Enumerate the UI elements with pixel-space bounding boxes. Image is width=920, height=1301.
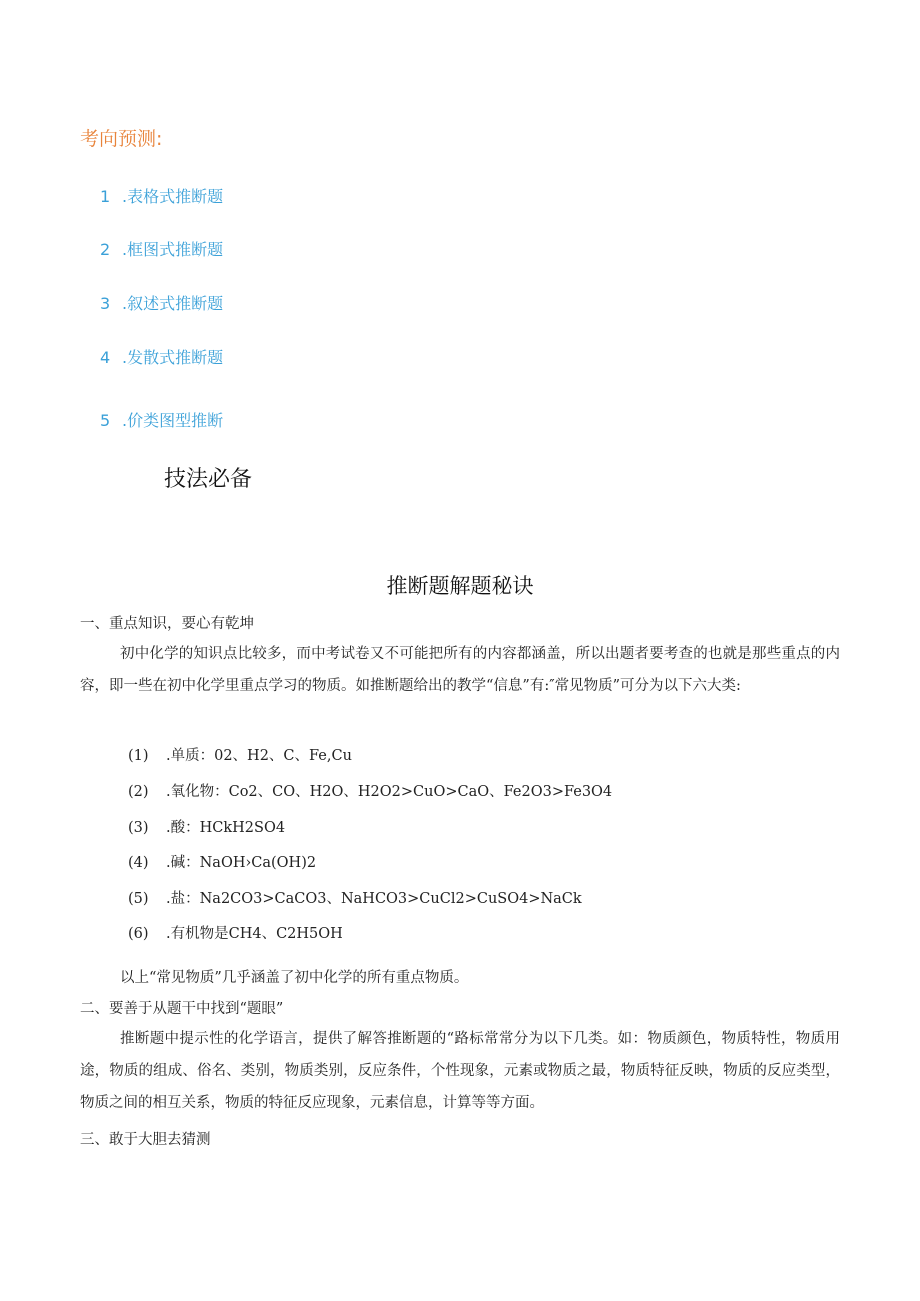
- section-2-paragraph: 推断题中提示性的化学语言，提供了解答推断题的“路标常常分为以下几类。如：物质颜色，物质特性，物质用途，物质的组成、俗名、类别，物质类别，反应条件，个性现象，元素或物质之最，物质特征反映，物质的反应类型，物质之间的相互关系，物质的特征反应现象，元素信息，计算等等方面。: [80, 1031, 840, 1111]
- section-heading-2: 二、要善于从题干中找到“题眼”: [80, 1001, 284, 1017]
- substance-list-item: [128, 744, 352, 765]
- forecast-item-number: 2: [100, 240, 111, 259]
- forecast-title: 考向预测:: [80, 128, 163, 150]
- document-title: 推断题解题秘诀: [386, 574, 534, 598]
- substance-list-item: [128, 780, 612, 801]
- forecast-item: [100, 345, 223, 368]
- list-prefix: .有机物是: [166, 926, 229, 942]
- list-formula: 02、H2、C、Fe,Cu: [214, 748, 352, 764]
- substance-list-item: [128, 887, 582, 908]
- list-formula: CH4、C2H5OH: [228, 926, 343, 942]
- list-formula: HCkH2SO4: [199, 820, 286, 836]
- skills-title: 技法必备: [164, 467, 253, 492]
- list-number: (6): [128, 926, 149, 942]
- forecast-item-number: 4: [100, 348, 111, 367]
- forecast-item-number: 5: [100, 411, 111, 430]
- list-number: (1): [128, 748, 149, 764]
- forecast-item-label: .发散式推断题: [122, 348, 224, 367]
- list-number: (4): [128, 855, 149, 871]
- forecast-item-number: 3: [100, 294, 111, 313]
- forecast-item-label: .价类图型推断: [122, 411, 224, 430]
- forecast-item: [100, 291, 223, 314]
- forecast-item-number: 1: [100, 187, 111, 206]
- list-number: (5): [128, 891, 149, 907]
- list-prefix: .氧化物：: [166, 784, 229, 800]
- list-formula: NaOH›Ca(OH)2: [199, 855, 317, 871]
- list-number: (2): [128, 784, 149, 800]
- section-heading-3: 三、敢于大胆去猜测: [80, 1132, 211, 1148]
- substance-list-item: [128, 922, 343, 943]
- section-heading-1: 一、重点知识，要心有乾坤: [80, 616, 254, 632]
- section-1-paragraph: 初中化学的知识点比较多，而中考试卷又不可能把所有的内容都涵盖，所以出题者要考查的也就是那些重点的内容，即一些在初中化学里重点学习的物质。如推断题给出的教学“信息”有:″常见物质”可分为以下六大类:: [80, 646, 840, 694]
- list-prefix: .盐：: [166, 891, 200, 907]
- list-prefix: .碱：: [166, 855, 200, 871]
- list-formula: Co2、CO、H2O、H2O2>CuO>CaO、Fe2O3>Fe3O4: [228, 784, 613, 800]
- list-prefix: .酸：: [166, 820, 200, 836]
- substance-list-item: [128, 816, 285, 837]
- forecast-item-label: .表格式推断题: [122, 187, 224, 206]
- forecast-item: [100, 184, 223, 207]
- list-formula: Na2CO3>CaCO3、NaHCO3>CuCl2>CuSO4>NaCk: [199, 891, 582, 907]
- forecast-item-label: .框图式推断题: [122, 240, 224, 259]
- list-number: (3): [128, 820, 149, 836]
- list-prefix: .单质：: [166, 748, 215, 764]
- forecast-item-label: .叙述式推断题: [122, 294, 224, 313]
- forecast-item: [100, 237, 223, 260]
- substance-list-item: [128, 851, 316, 872]
- forecast-item: [100, 408, 223, 431]
- section-1-summary: 以上“常见物质”几乎涵盖了初中化学的所有重点物质。: [120, 970, 469, 986]
